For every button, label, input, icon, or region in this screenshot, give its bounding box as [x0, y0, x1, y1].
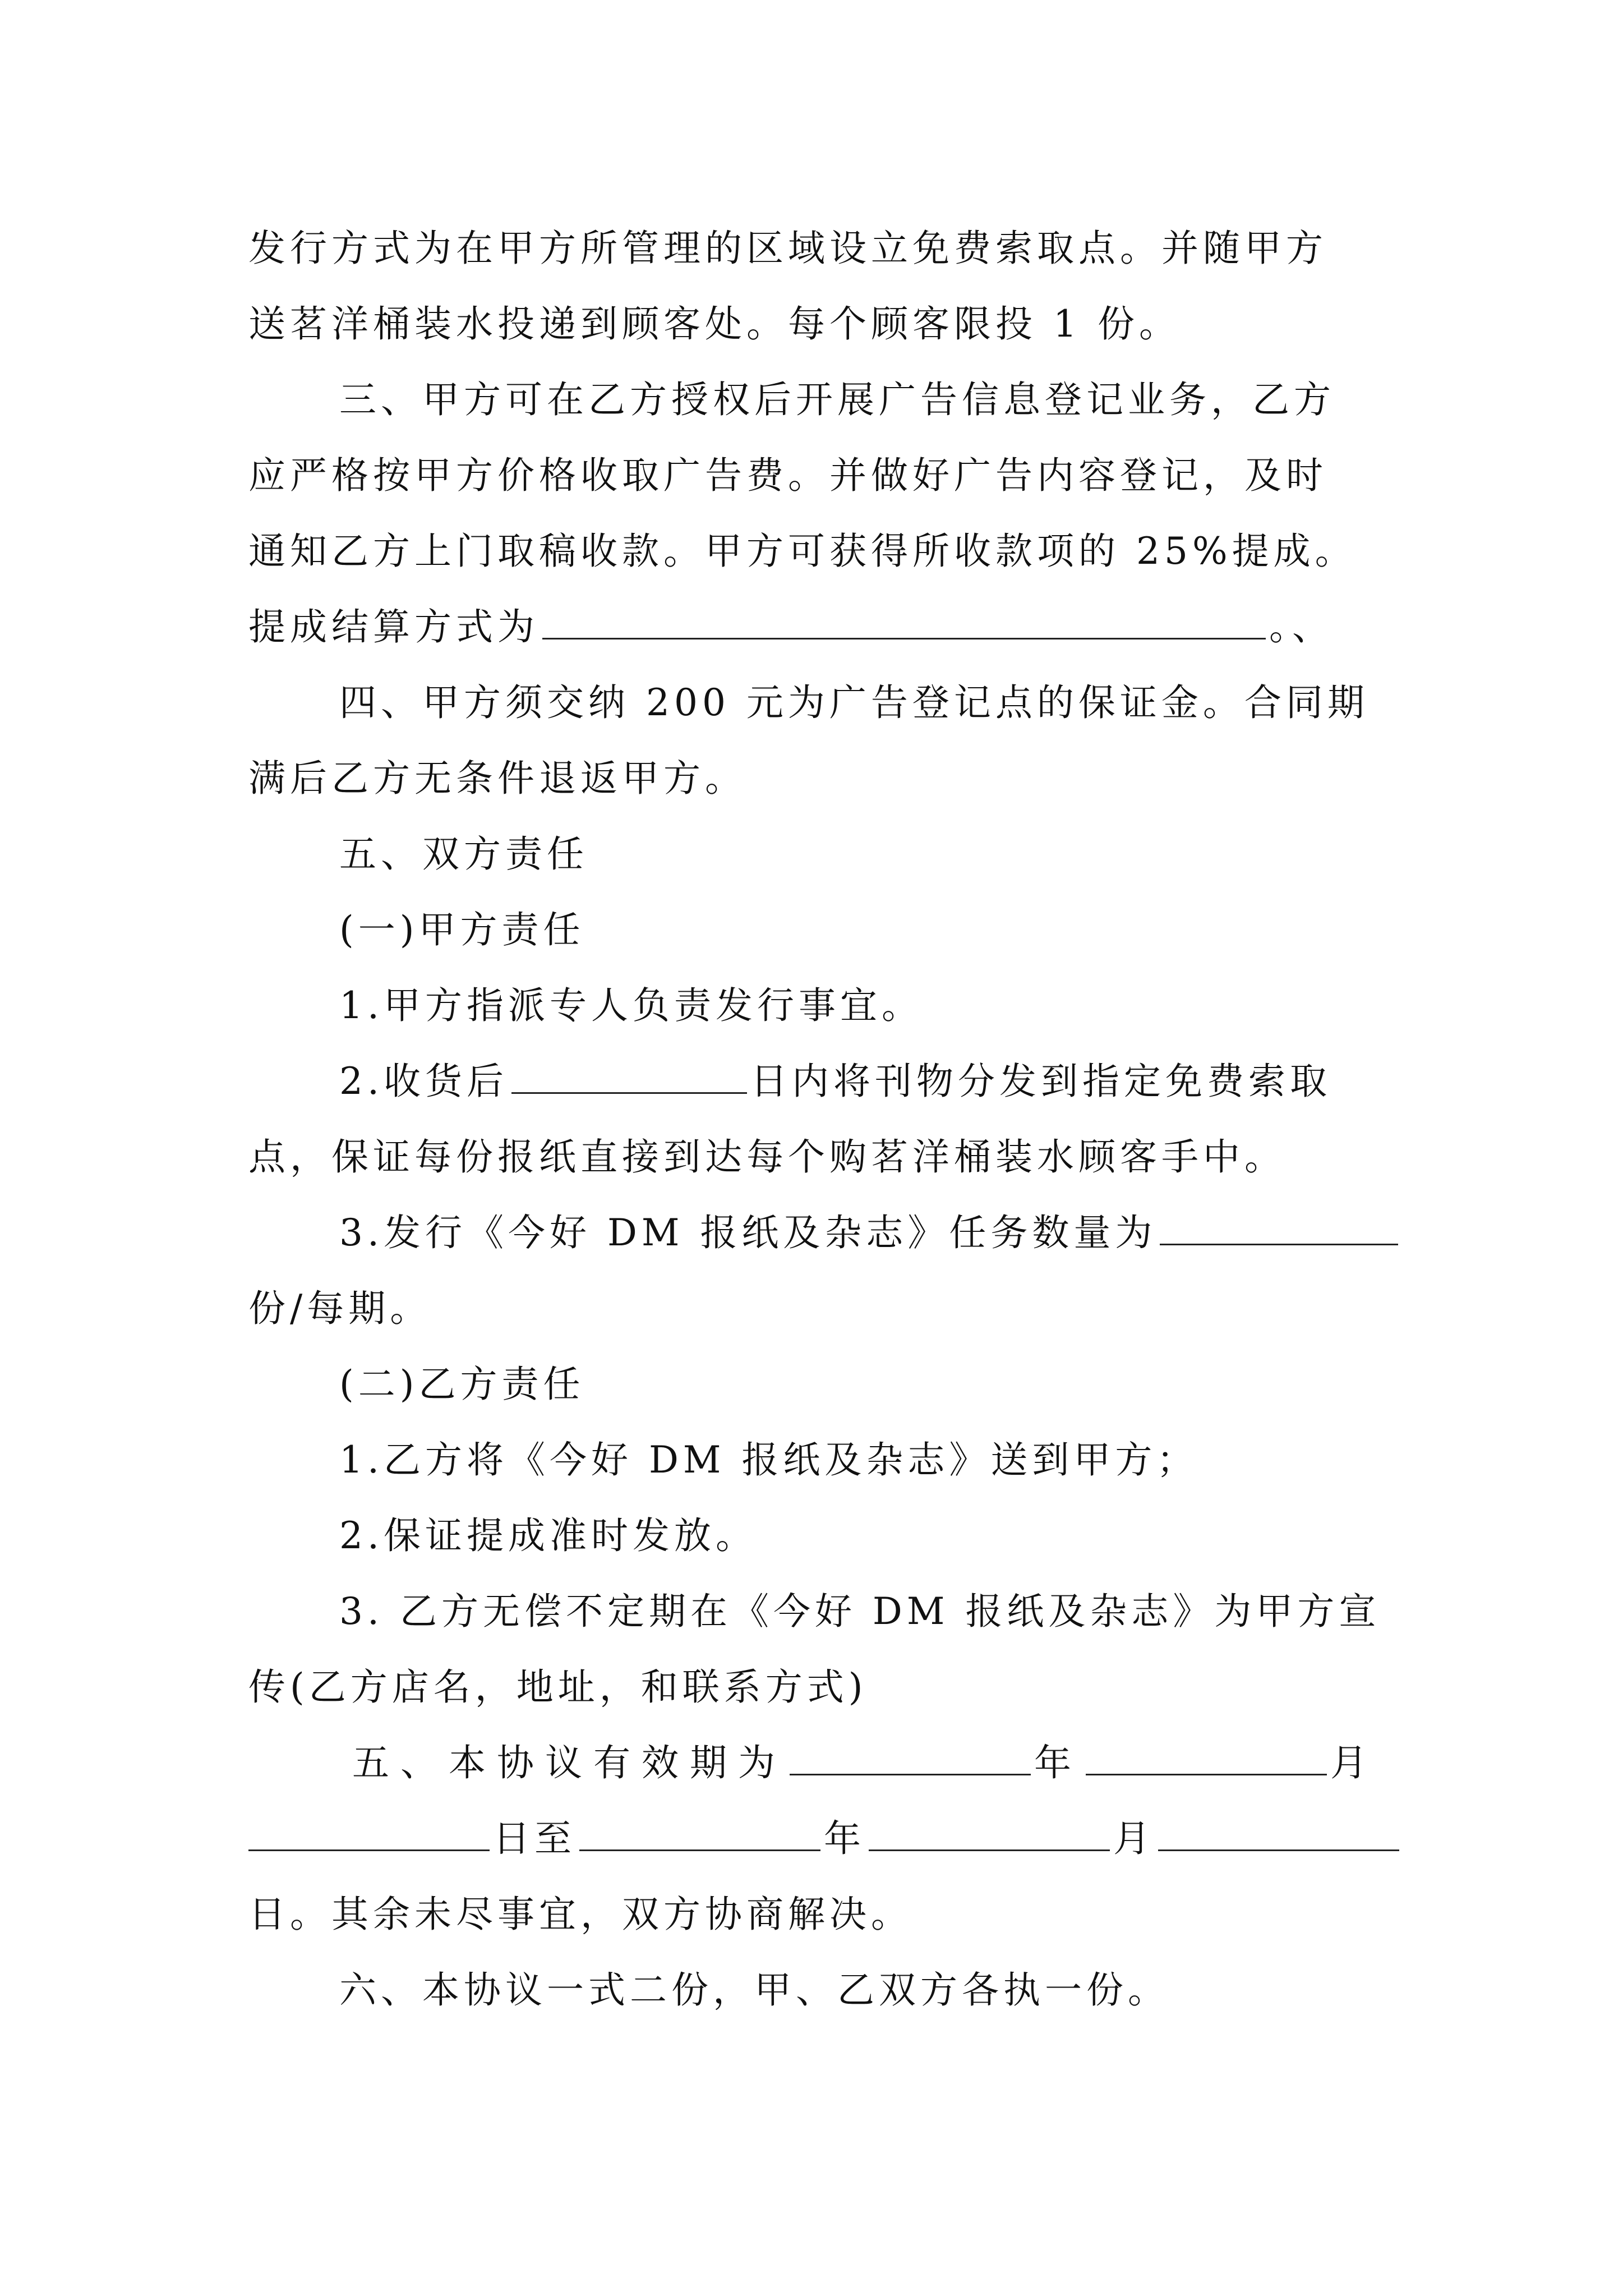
- p1-line2: 送茗洋桶装水投递到顾客处。每个顾客限投 1 份。: [248, 302, 1181, 346]
- year-label: 年: [1034, 1741, 1082, 1784]
- quantity-label: 3.发行《今好 DM 报纸及杂志》任务数量为: [339, 1211, 1157, 1254]
- quantity-blank[interactable]: [1160, 1214, 1398, 1245]
- receipt-label: 2.收货后: [339, 1060, 508, 1103]
- party-a-item-1: 1.甲方指派专人负责发行事宜。: [339, 984, 923, 1027]
- end-month-blank[interactable]: [869, 1820, 1110, 1851]
- section-responsibilities-heading: 五、双方责任: [339, 832, 588, 876]
- p2-line2: 应严格按甲方价格收取广告费。并做好广告内容登记，及时: [248, 454, 1327, 497]
- year2-label: 年: [824, 1817, 865, 1860]
- p2-line3: 通知乙方上门取稿收款。甲方可获得所收款项的 25%提成。: [248, 530, 1357, 573]
- start-day-blank[interactable]: [248, 1820, 490, 1851]
- month-label: 月: [1330, 1741, 1378, 1784]
- p3-line1: 四、甲方须交纳 200 元为广告登记点的保证金。合同期: [339, 681, 1369, 724]
- validity-line2: [248, 1817, 1403, 1860]
- p2-line4: [248, 605, 1334, 648]
- party-a-item-3-line1: [339, 1211, 1401, 1254]
- party-b-item-1: 1.乙方将《今好 DM 报纸及杂志》送到甲方；: [339, 1438, 1198, 1481]
- start-year-blank[interactable]: [790, 1745, 1031, 1775]
- day-to-label: 日至: [493, 1817, 576, 1860]
- party-a-heading: (一)甲方责任: [339, 908, 585, 951]
- validity-line1: [352, 1741, 1378, 1784]
- end-year-blank[interactable]: [579, 1820, 820, 1851]
- copies-clause: 六、本协议一式二份，甲、乙双方各执一份。: [339, 1968, 1169, 2012]
- month2-label: 月: [1113, 1817, 1155, 1860]
- receipt-suffix: 日内将刊物分发到指定免费索取: [750, 1060, 1331, 1103]
- settlement-label: 提成结算方式为: [248, 605, 539, 648]
- validity-label: 五、本协议有效期为: [352, 1741, 786, 1784]
- start-month-blank[interactable]: [1086, 1745, 1327, 1775]
- party-a-item-2-line1: [339, 1060, 1331, 1103]
- party-b-heading: (二)乙方责任: [339, 1363, 585, 1406]
- p3-line2: 满后乙方无条件退返甲方。: [248, 757, 746, 800]
- party-a-item-3-line2: 份/每期。: [248, 1287, 432, 1330]
- end-day-blank[interactable]: [1158, 1820, 1399, 1851]
- validity-line3: 日。其余未尽事宜，双方协商解决。: [248, 1893, 912, 1936]
- settlement-method-blank[interactable]: [542, 609, 1266, 639]
- p2-line1: 三、甲方可在乙方授权后开展广告信息登记业务，乙方: [339, 378, 1335, 421]
- settlement-suffix: 。、: [1269, 605, 1334, 648]
- p1-line1: 发行方式为在甲方所管理的区域设立免费索取点。并随甲方: [248, 227, 1327, 270]
- party-b-item-3-line2: 传(乙方店名，地址，和联系方式): [248, 1665, 868, 1709]
- party-a-item-2-line2: 点，保证每份报纸直接到达每个购茗洋桶装水顾客手中。: [248, 1135, 1286, 1179]
- days-blank[interactable]: [511, 1063, 747, 1094]
- party-b-item-2: 2.保证提成准时发放。: [339, 1514, 757, 1557]
- party-b-item-3-line1: 3. 乙方无偿不定期在《今好 DM 报纸及杂志》为甲方宣: [339, 1590, 1381, 1633]
